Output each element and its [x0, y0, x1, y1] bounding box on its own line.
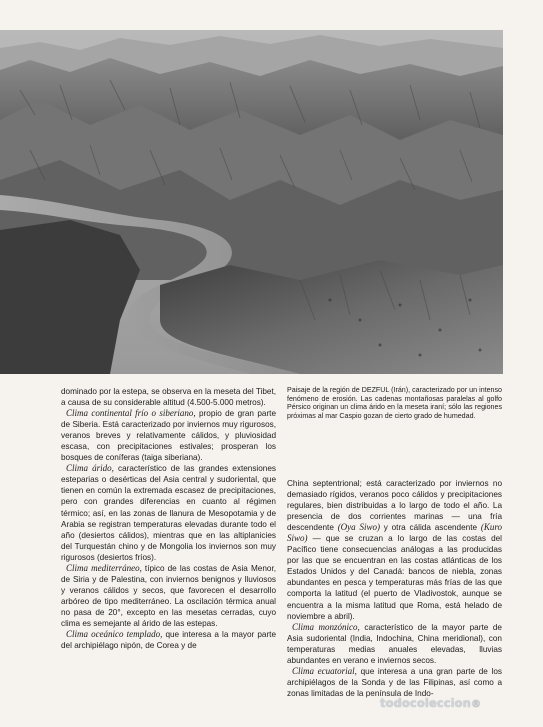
watermark-logo	[380, 696, 481, 710]
paragraph-ecuatorial	[287, 666, 502, 699]
text-clima-continental: propio de gran parte de Siberia. Está caracterizado por inviernos muy rigurosos, veranos breves y relativamente cálidos, y pluviosidad escasa, con precipitaciones estivales; prosperan los bosques de coníferas (taiga siberiana).	[61, 409, 277, 463]
text-china-2: y otra cálida ascendente	[379, 523, 481, 533]
paragraph-arido	[61, 463, 276, 562]
term-clima-mediterraneo: Clima mediterráneo,	[66, 562, 142, 573]
watermark-text: todocoleccion	[380, 696, 471, 710]
text-clima-monzonico: característico de la mayor parte de Asia sudoriental (India, Indochina, China meridional), con temperaturas medias anuales elevadas, lluvias abundantes en verano e inviernos secos.	[287, 622, 502, 665]
text-clima-arido: característico de las grandes extensiones esteparias o desérticas del Asia central y sudoriental, que tienen en común la extremada escasez de precipitaciones, pero con grandes diferencias en cuanto al régimen térmico; así, en las zonas de llanura de Mesopotamia y de Arabia se registran temperaturas elevadas durante todo el año (desiertos cálidos), mientras que en las altiplanicies del Turquestán chino y de Mongolia los inviernos son muy rigurosos (desiertos fríos).	[61, 464, 276, 562]
paragraph-tibet: dominado por la estepa, se observa en la meseta del Tibet, a causa de su considerable altitud (4.500-5.000 metros).	[61, 387, 276, 408]
term-oya-siwo: (Oya Siwo)	[337, 522, 380, 533]
paragraph-mediterraneo	[61, 563, 276, 629]
term-clima-ecuatorial: Clima ecuatorial,	[292, 665, 357, 676]
photo-caption: Paisaje de la región de DEZFUL (Irán), caracterizado por un intenso fenómeno de erosión. Las cadenas montañosas paralelas al golfo Pérsico originan un clima árido en la meseta iraní; sólo las regiones próximas al mar Caspio gozan de cierto grado de humedad.	[287, 386, 502, 420]
term-kuro-siwo: (Kuro Siwo)	[287, 522, 502, 544]
paragraph-continental	[61, 408, 276, 463]
term-clima-arido: Clima árido,	[66, 463, 114, 474]
erosion-landscape-image	[0, 30, 503, 374]
landscape-photo	[0, 30, 503, 374]
term-clima-continental: Clima continental frío o siberiano,	[66, 408, 196, 419]
text-clima-ecuatorial: que interesa a una gran parte de los archipiélagos de la Sonda y de las Filipinas, así como a zonas limitadas de la península de Indo-	[287, 666, 502, 698]
term-clima-monzonico: Clima monzónico,	[292, 621, 360, 632]
text-clima-oceanico: que interesa a la mayor parte del archipiélago nipón, de Corea y de	[61, 630, 276, 651]
term-clima-oceanico: Clima oceánico templado,	[66, 629, 163, 640]
paragraph-oceanico	[61, 629, 276, 651]
text-clima-mediterraneo: típico de las costas de Asia Menor, de Siria y de Palestina, con inviernos benignos y lluviosos y veranos cálidos y secos, que favorecen el desarrollo arbóreo de tipo mediterráneo. La oscilación térmica anual no pasa de 20°, excepto en las mesetas cerradas, cuyo clima es semejante al árido de las estepas.	[61, 563, 276, 628]
right-text-column	[287, 478, 502, 699]
registered-mark: ®	[470, 699, 482, 710]
text-china-1: China septentrional; está caracterizado por inviernos no demasiado rígidos, veranos poco cálidos y precipitaciones regulares, bien distribuidas a lo largo de todo el año. La presencia de dos corrientes marinas — una fría descendente	[287, 479, 502, 533]
paragraph-china	[287, 478, 502, 622]
left-text-column	[61, 386, 276, 651]
text-china-3: — que se cruzan a lo largo de las costas del Pacífico tiene consecuencias análogas a las producidas por las que se encuentran en las costas atlánticas de los Estados Unidos y del Canadá: bancos de niebla, zonas abundantes en pesca y temperaturas más frías de las que comporta la latitud (el puerto de Vladivostok, aunque se encuentra a la misma latitud que Roma, está helado de noviembre a abril).	[287, 534, 502, 621]
paragraph-monzonico	[287, 622, 502, 666]
